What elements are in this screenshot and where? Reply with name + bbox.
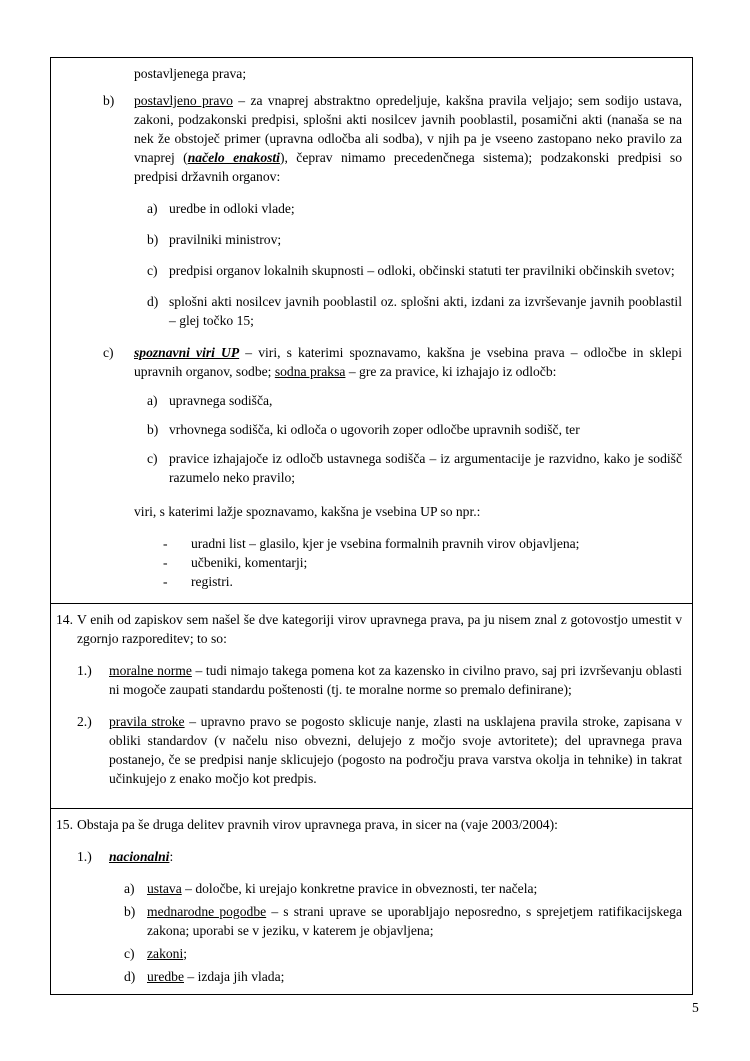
paragraph-text: – gre za pravice, ki izhajajo iz odločb: [345, 364, 557, 379]
list-item [51, 902, 682, 940]
emphasis-term: spoznavni viri UP [134, 345, 240, 360]
list-marker: a) [147, 201, 158, 216]
emphasis-term: nacionalni [109, 849, 170, 864]
list-item [51, 391, 682, 410]
paragraph-text: – upravno pravo se pogosto sklicuje nanje, zlasti na usklajena pravila stroke, zapisana v obliki standardov (v načelu niso obvezni, delujejo z močjo svoje avtoritete); del upravnega prava postanejo, če se predpisi nanje sklicujejo (pogosto na področju prava varstva okolja in tehnike) in takrat učinkujejo z enako močjo kot predpis. [109, 714, 682, 786]
list-item-text: pravilniki ministrov; [169, 232, 282, 247]
list-marker: c) [124, 946, 135, 961]
section-item-15 [51, 808, 692, 993]
numbered-item-14 [51, 610, 682, 648]
list-marker: c) [147, 451, 158, 466]
paragraph-text: ), čeprav nimamo precedenčnega sistema); podzakonski predpisi so predpisi državnih organov: [134, 150, 683, 184]
dash-list-item [51, 553, 682, 572]
list-item-c-spoznavni-viri [51, 343, 682, 381]
list-item [51, 449, 682, 487]
paragraph-text: – za vnaprej abstraktno opredeljuje, kakšna pravila veljajo; sem sodijo ustava, zakoni, podzakonski predpisi, splošni akti nosilcev javnih pooblastil, posamični akti (nanaša se na nek že obstoječ primer (upravna odločba ali sodba), v njih pa je vseeno zastopano neko pravilo za vnaprej ( [134, 93, 682, 165]
list-marker: b) [103, 93, 115, 108]
list-marker: 1.) [77, 849, 92, 864]
dash-marker: - [163, 536, 168, 551]
list-marker: 15. [56, 817, 73, 832]
paragraph-text: Obstaja pa še druga delitev pravnih virov upravnega prava, in sicer na (vaje 2003/2004): [77, 817, 558, 832]
list-item-text: – s strani uprave se uporabljajo neposredno, s sprejetjem ratifikacijskega zakona; uporabi se v jeziku, v katerem je objavljena; [147, 904, 683, 938]
dash-list-item [51, 534, 682, 553]
paragraph-text: – tudi nimajo takega pomena kot za kazensko in civilno pravo, saj pri izvrševanju oblasti ni mogoče zaupati standardu poštenosti (tj. te moralne norme so premalo definirane); [109, 663, 682, 697]
sub-item-pravila-stroke [51, 712, 682, 788]
list-marker: a) [124, 881, 135, 896]
list-item-text: registri. [191, 574, 233, 589]
list-marker: c) [103, 345, 114, 360]
list-marker: 1.) [77, 663, 92, 678]
list-item-text: vrhovnega sodišča, ki odloča o ugovorih zoper odločbe upravnih sodišč, ter [169, 422, 580, 437]
list-item-text: upravnega sodišča, [169, 393, 273, 408]
list-item-text: predpisi organov lokalnih skupnosti – odloki, občinski statuti ter pravilniki občinskih svetov; [169, 263, 675, 278]
list-item [51, 292, 682, 330]
emphasis-term: načelo enakosti [187, 150, 280, 165]
list-item-text: učbeniki, komentarji; [191, 555, 308, 570]
list-item [51, 420, 682, 439]
list-marker: b) [147, 232, 159, 247]
list-item [51, 261, 682, 280]
continuation-text: postavljenega prava; [134, 66, 247, 81]
dash-marker: - [163, 555, 168, 570]
underline-term: pravila stroke [109, 714, 185, 729]
list-marker: b) [147, 422, 159, 437]
underline-term: moralne norme [109, 663, 192, 678]
viri-intro-text: viri, s katerimi lažje spoznavamo, kakšna je vsebina UP so npr.: [134, 504, 481, 519]
list-item-text: – izdaja jih vlada; [184, 969, 285, 984]
list-marker: a) [147, 393, 158, 408]
list-item-text: splošni akti nosilcev javnih pooblastil oz. splošni akti, izdani za izvrševanje javnih pooblastil – glej točko 15; [169, 294, 682, 328]
list-item [51, 967, 682, 986]
sub-item-moralne-norme [51, 661, 682, 699]
dash-marker: - [163, 574, 168, 589]
list-item [51, 879, 682, 898]
underline-term: sodna praksa [274, 364, 346, 379]
list-marker: b) [124, 904, 136, 919]
underline-term: zakoni [147, 946, 184, 961]
list-marker: 14. [56, 612, 73, 627]
page-number: 5 [692, 1000, 699, 1015]
list-marker: d) [124, 969, 136, 984]
content-box [50, 57, 693, 995]
list-marker: 2.) [77, 714, 92, 729]
list-marker: d) [147, 294, 159, 309]
list-item-text: uredbe in odloki vlade; [169, 201, 295, 216]
underline-term: ustava [147, 881, 182, 896]
list-item-text: pravice izhajajoče iz odločb ustavnega sodišča – iz argumentacije je razvidno, kako je sodišč razumelo neko pravilo; [169, 451, 682, 485]
paragraph-text: V enih od zapiskov sem našel še dve kategoriji virov upravnega prava, pa ju nisem znal z gotovostjo umestit v zgornjo razporeditev; to so: [77, 612, 682, 646]
underline-term: postavljeno pravo [134, 93, 233, 108]
list-item [51, 230, 682, 249]
list-item [51, 199, 682, 218]
list-item [51, 944, 682, 963]
section-item-14 [51, 603, 692, 808]
paragraph-text: – viri, s katerimi spoznavamo, kakšna je vsebina prava – odločbe in sklepi upravnih organov, sodbe; [134, 345, 683, 379]
dash-list-item [51, 572, 682, 591]
list-item-b-postavljeno-pravo [51, 91, 682, 186]
list-item-text: uradni list – glasilo, kjer je vsebina formalnih pravnih virov objavljena; [191, 536, 580, 551]
list-item-text: ; [183, 946, 188, 961]
list-marker: c) [147, 263, 158, 278]
underline-term: uredbe [147, 969, 184, 984]
underline-term: mednarodne pogodbe [147, 904, 267, 919]
paragraph-text: : [169, 849, 174, 864]
section-sources-of-law [51, 58, 692, 603]
list-item-text: – določbe, ki urejajo konkretne pravice in obveznosti, ter načela; [181, 881, 538, 896]
numbered-item-15 [51, 815, 682, 834]
sub-item-nacionalni [51, 847, 682, 866]
